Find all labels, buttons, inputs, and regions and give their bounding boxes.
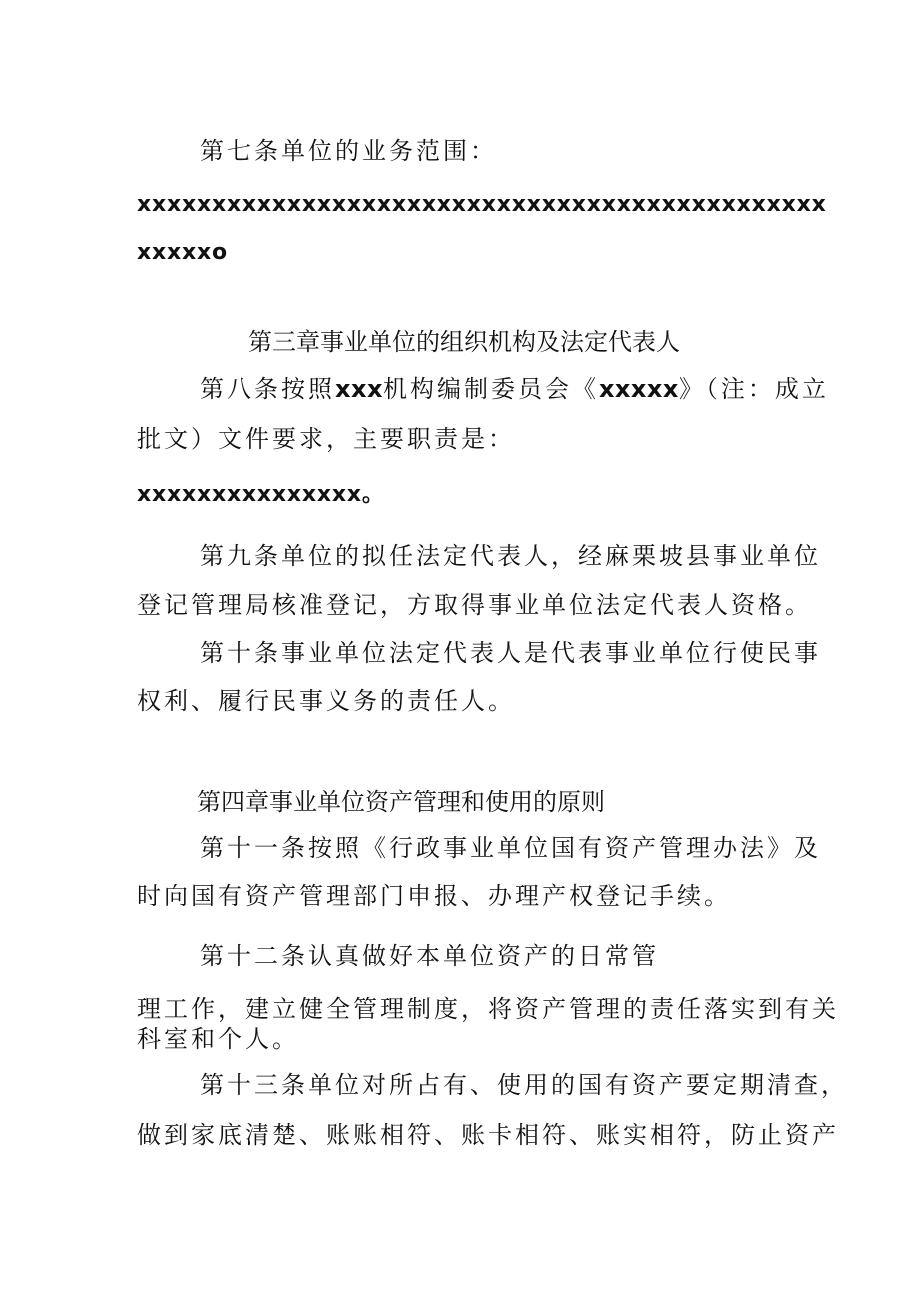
article-8-placeholder-b: xxxxx <box>598 375 679 403</box>
article-8-text-a: 第八条按照 <box>200 375 335 403</box>
article-8-placeholder-a: xxx <box>335 375 383 403</box>
article-8-line-1 <box>200 374 829 404</box>
article-12-line-3: 科室和个人。 <box>137 1025 299 1053</box>
article-11-line-2: 时向国有资产管理部门申报、办理产权登记手续。 <box>137 882 731 910</box>
article-8-text-b: 机构编制委员会《 <box>382 375 599 403</box>
article-7-line-3: xxxxxo <box>137 240 228 265</box>
article-13-line-2: 做到家底清楚、账账相符、账卡相符、账实相符，防止资产 <box>137 1121 839 1149</box>
chapter-3-heading: 第三章事业单位的组织机构及法定代表人 <box>248 328 680 356</box>
article-7-line-1: 第七条单位的业务范围： <box>200 137 497 165</box>
article-11-line-1: 第十一条按照《行政事业单位国有资产管理办法》及 <box>200 834 821 862</box>
article-8-line-3: xxxxxxxxxxxxxxx。 <box>137 482 385 507</box>
chapter-4-heading: 第四章事业单位资产管理和使用的原则 <box>197 788 605 816</box>
article-9-line-2: 登记管理局核准登记，方取得事业单位法定代表人资格。 <box>137 591 812 619</box>
article-10-line-1: 第十条事业单位法定代表人是代表事业单位行使民事 <box>200 639 821 667</box>
article-9-line-1: 第九条单位的拟任法定代表人，经麻栗坡县事业单位 <box>200 542 821 570</box>
article-8-text-c: 》（注：成立 <box>678 375 829 403</box>
article-7-line-2: xxxxxxxxxxxxxxxxxxxxxxxxxxxxxxxxxxxxxxxxxxxxxx <box>137 192 827 217</box>
article-8-line-2: 批文）文件要求，主要职责是： <box>137 425 515 453</box>
article-12-line-1: 第十二条认真做好本单位资产的日常管 <box>200 942 659 970</box>
article-13-line-1: 第十三条单位对所占有、使用的国有资产要定期清查， <box>200 1071 848 1099</box>
article-10-line-2: 权利、履行民事义务的责任人。 <box>137 687 515 715</box>
article-12-line-2: 理工作，建立健全管理制度，将资产管理的责任落实到有关 <box>137 995 839 1023</box>
